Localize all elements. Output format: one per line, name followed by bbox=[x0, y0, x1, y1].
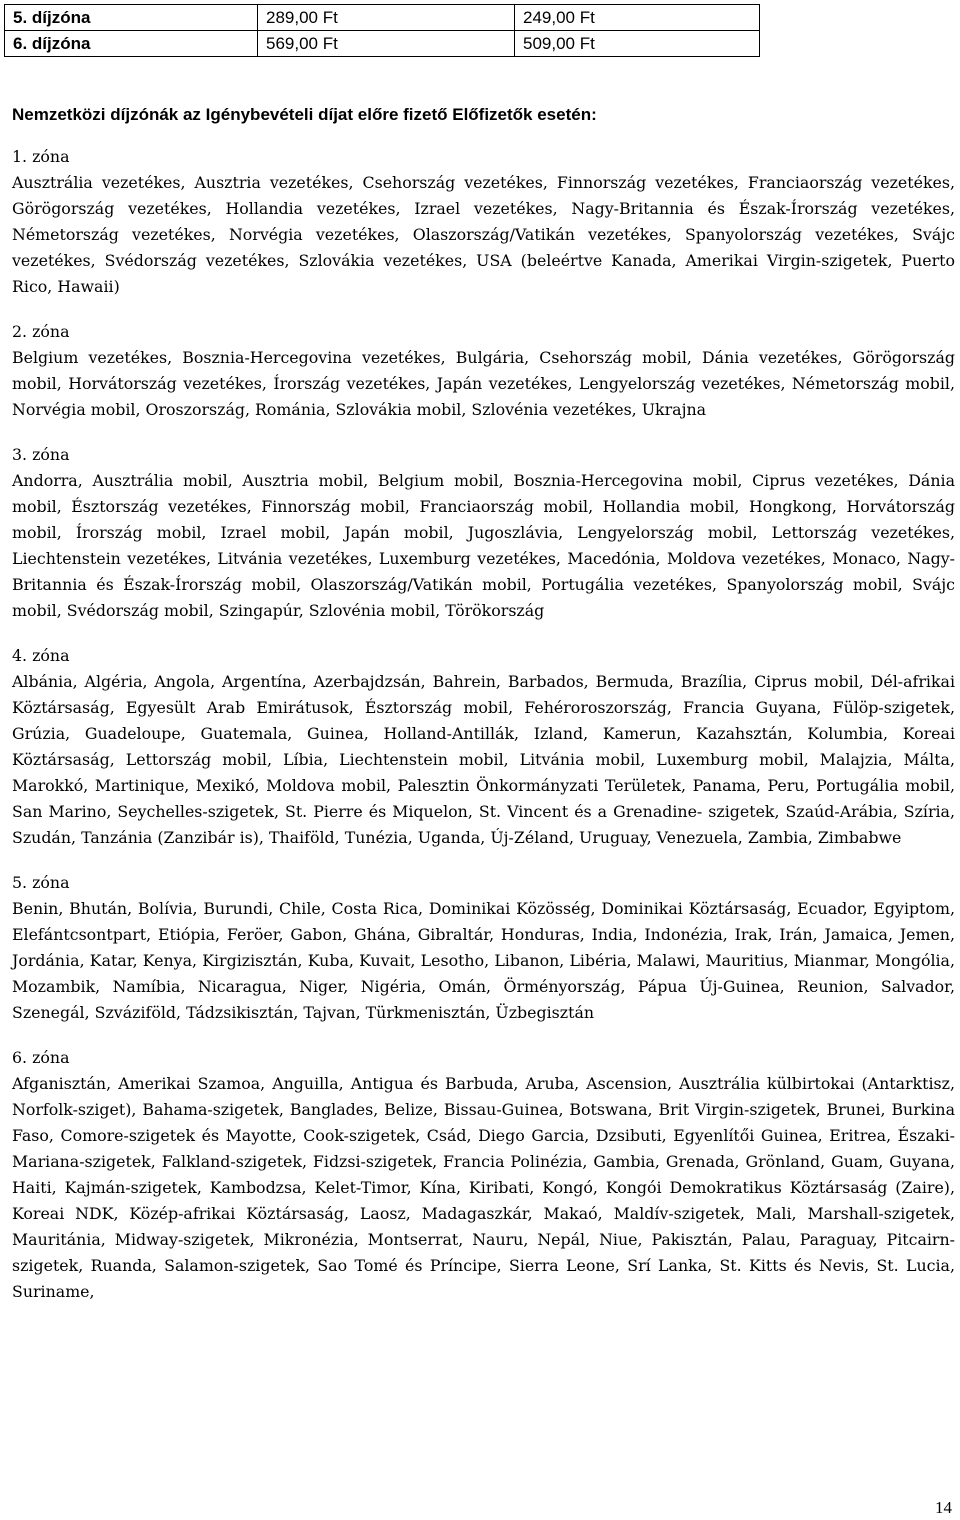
page-number: 14 bbox=[935, 1498, 952, 1517]
zone-label: 6. díjzóna bbox=[5, 31, 258, 57]
price-cell: 509,00 Ft bbox=[515, 31, 760, 57]
table-row bbox=[5, 5, 760, 31]
section-heading: Nemzetközi díjzónák az Igénybevételi díjat előre fizető Előfizetők esetén: bbox=[12, 105, 597, 124]
zone-country-list: Albánia, Algéria, Angola, Argentína, Azerbajdzsán, Bahrein, Barbados, Bermuda, Brazília, Ciprus mobil, Dél-afrikai Köztársaság, Egyesült Arab Emirátusok, Észtország mobil, Fehéroroszország, Francia Guyana, Fülöp-szigetek, Grúzia, Guadeloupe, Guatemala, Guinea, Holland-Antillák, Izland, Kamerun, Kazahsztán, Kolumbia, Koreai Köztársaság, Lettország mobil, Líbia, Liechtenstein mobil, Litvánia mobil, Luxemburg mobil, Malajzia, Málta, Marokkó, Martinique, Mexikó, Moldova mobil, Palesztin Önkormányzati Területek, Panama, Peru, Portugália mobil, San Marino, Seychelles-szigetek, St. Pierre és Miquelon, St. Vincent és a Grenadine- szigetek, Szaúd-Arábia, Szíria, Szudán, Tanzánia (Zanzibár is), Thaiföld, Tunézia, Uganda, Új-Zéland, Uruguay, Venezuela, Zambia, Zimbabwe bbox=[12, 672, 955, 847]
zone-section bbox=[12, 1045, 955, 1305]
zone-list bbox=[12, 144, 955, 1324]
zone-country-list: Benin, Bhután, Bolívia, Burundi, Chile, Costa Rica, Dominikai Közösség, Dominikai Köztársaság, Ecuador, Egyiptom, Elefántcsontpart, Etiópia, Feröer, Gabon, Ghána, Gibraltár, Honduras, India, Indonézia, Irak, Irán, Jamaica, Jemen, Jordánia, Katar, Kenya, Kirgizisztán, Kuba, Kuvait, Lesotho, Libanon, Libéria, Malawi, Mauritius, Mianmar, Mongólia, Mozambik, Namíbia, Nicaragua, Niger, Nigéria, Omán, Örményország, Pápua Új-Guinea, Reunion, Salvador, Szenegál, Szváziföld, Tádzsikisztán, Tajvan, Türkmenisztán, Üzbegisztán bbox=[12, 899, 955, 1022]
price-cell: 569,00 Ft bbox=[258, 31, 515, 57]
zone-country-list: Belgium vezetékes, Bosznia-Hercegovina vezetékes, Bulgária, Csehország mobil, Dánia vezetékes, Görögország mobil, Horvátország vezetékes, Írország vezetékes, Japán vezetékes, Lengyelország vezetékes, Németország mobil, Norvégia mobil, Oroszország, Románia, Szlovákia mobil, Szlovénia vezetékes, Ukrajna bbox=[12, 348, 955, 419]
zone-title: 5. zóna bbox=[12, 873, 70, 892]
zone-section bbox=[12, 870, 955, 1026]
zone-country-list: Ausztrália vezetékes, Ausztria vezetékes, Csehország vezetékes, Finnország vezetékes, Franciaország vezetékes, Görögország vezetékes, Hollandia vezetékes, Izrael vezetékes, Nagy-Britannia és Észak-Írország vezetékes, Németország vezetékes, Norvégia vezetékes, Olaszország/Vatikán vezetékes, Spanyolország vezetékes, Svájc vezetékes, Svédország vezetékes, Szlovákia vezetékes, USA (beleértve Kanada, Amerikai Virgin-szigetek, Puerto Rico, Hawaii) bbox=[12, 173, 955, 296]
zone-section bbox=[12, 319, 955, 423]
zone-title: 6. zóna bbox=[12, 1048, 70, 1067]
zone-label: 5. díjzóna bbox=[5, 5, 258, 31]
zone-title: 3. zóna bbox=[12, 445, 70, 464]
zone-country-list: Andorra, Ausztrália mobil, Ausztria mobil, Belgium mobil, Bosznia-Hercegovina mobil, Ciprus vezetékes, Dánia mobil, Észtország vezetékes, Finnország mobil, Franciaország mobil, Hollandia mobil, Hongkong, Horvátország mobil, Írország mobil, Izrael mobil, Japán mobil, Jugoszlávia, Lengyelország mobil, Lettország vezetékes, Liechtenstein vezetékes, Litvánia vezetékes, Luxemburg vezetékes, Macedónia, Moldova vezetékes, Monaco, Nagy-Britannia és Észak-Írország mobil, Olaszország/Vatikán mobil, Portugália vezetékes, Spanyolország mobil, Svájc mobil, Svédország mobil, Szingapúr, Szlovénia mobil, Törökország bbox=[12, 471, 955, 620]
price-cell: 249,00 Ft bbox=[515, 5, 760, 31]
price-table bbox=[4, 4, 760, 57]
zone-title: 4. zóna bbox=[12, 646, 70, 665]
zone-title: 1. zóna bbox=[12, 147, 70, 166]
price-cell: 289,00 Ft bbox=[258, 5, 515, 31]
zone-country-list: Afganisztán, Amerikai Szamoa, Anguilla, Antigua és Barbuda, Aruba, Ascension, Ausztrália külbirtokai (Antarktisz, Norfolk-sziget), Bahama-szigetek, Banglades, Belize, Bissau-Guinea, Botswana, Brit Virgin-szigetek, Brunei, Burkina Faso, Comore-szigetek és Mayotte, Cook-szigetek, Csád, Diego Garcia, Dzsibuti, Egyenlítői Guinea, Eritrea, Északi-Mariana-szigetek, Falkland-szigetek, Fidzsi-szigetek, Francia Polinézia, Gambia, Grenada, Grönland, Guam, Guyana, Haiti, Kajmán-szigetek, Kambodzsa, Kelet-Timor, Kína, Kiribati, Kongó, Kongói Demokratikus Köztársaság (Zaire), Koreai NDK, Közép-afrikai Köztársaság, Laosz, Madagaszkár, Makaó, Maldív-szigetek, Mali, Marshall-szigetek, Mauritánia, Midway-szigetek, Mikronézia, Montserrat, Nauru, Nepál, Niue, Pakisztán, Palau, Paraguay, Pitcairn-szigetek, Ruanda, Salamon-szigetek, Sao Tomé és Príncipe, Sierra Leone, Srí Lanka, St. Kitts és Nevis, St. Lucia, Suriname, bbox=[12, 1074, 955, 1301]
zone-section bbox=[12, 442, 955, 624]
table-row bbox=[5, 31, 760, 57]
zone-title: 2. zóna bbox=[12, 322, 70, 341]
zone-section bbox=[12, 144, 955, 300]
zone-section bbox=[12, 643, 955, 851]
